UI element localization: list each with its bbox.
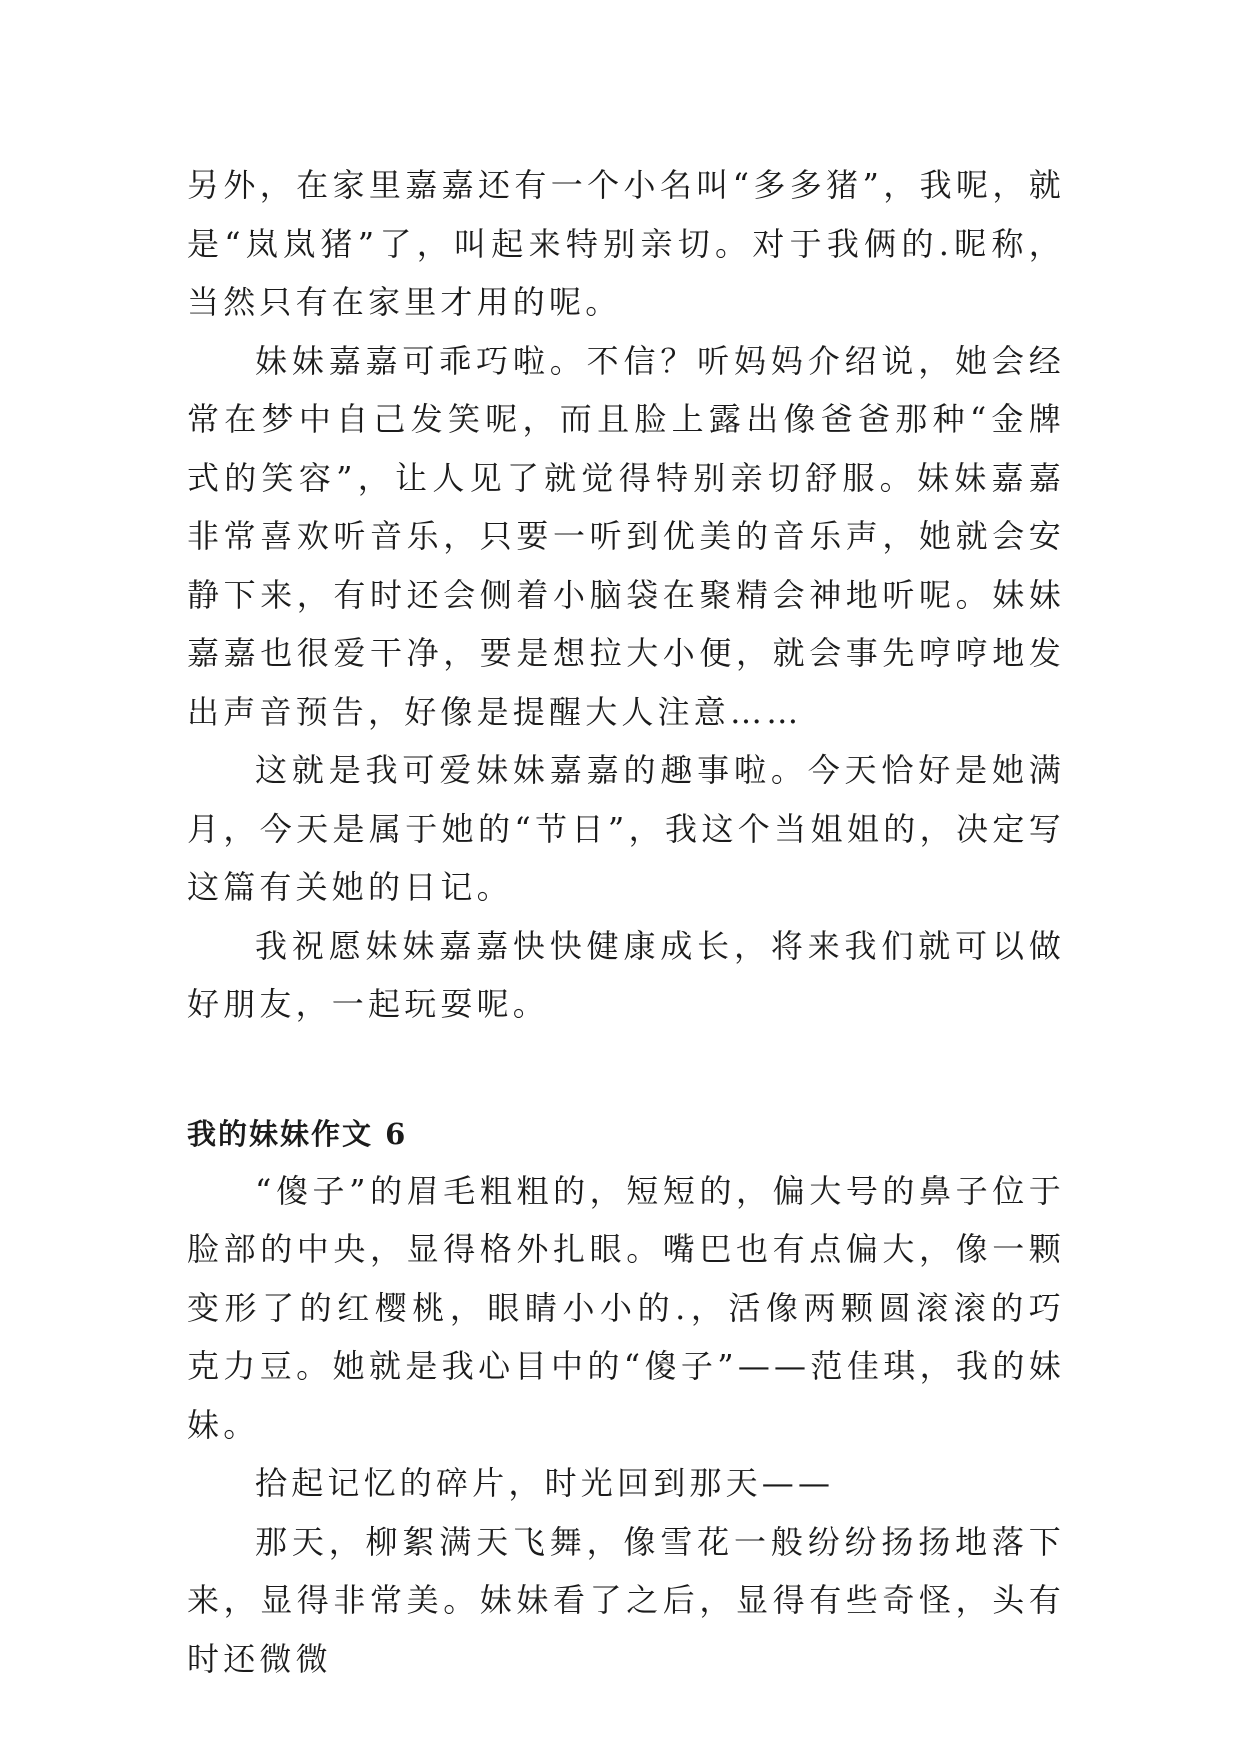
- paragraph: “傻子”的眉毛粗粗的，短短的，偏大号的鼻子位于脸部的中央，显得格外扎眼。嘴巴也有点偏大，像一颗变形了的红樱桃，眼睛小小的.，活像两颗圆滚滚的巧克力豆。她就是我心目中的“傻子”——范佳琪，我的妹妹。: [187, 1171, 1065, 1444]
- paragraph: 我祝愿妹妹嘉嘉快快健康成长，将来我们就可以做好朋友，一起玩耍呢。: [187, 926, 1065, 1023]
- paragraph: 妹妹嘉嘉可乖巧啦。不信？听妈妈介绍说，她会经常在梦中自己发笑呢，而且脸上露出像爸爸那种“金牌式的笑容”，让人见了就觉得特别亲切舒服。妹妹嘉嘉非常喜欢听音乐，只要一听到优美的音乐声，她就会安静下来，有时还会侧着小脑袋在聚精会神地听呢。妹妹嘉嘉也很爱干净，要是想拉大小便，就会事先哼哼地发出声音预告，好像是提醒大人注意……: [187, 341, 1065, 731]
- paragraph: 这就是我可爱妹妹嘉嘉的趣事啦。今天恰好是她满月，今天是属于她的“节日”，我这个当姐姐的，决定写这篇有关她的日记。: [187, 751, 1065, 906]
- section-heading: 我的妹妹作文 6: [187, 1116, 408, 1151]
- document-body: [187, 156, 1065, 1688]
- paragraph: 拾起记忆的碎片，时光回到那天——: [255, 1464, 835, 1502]
- paragraph-truncated: 那天，柳絮满天飞舞，像雪花一般纷纷扬扬地落下来，显得非常美。妹妹看了之后，显得有些奇怪，头有时还微微: [187, 1522, 1065, 1678]
- paragraph-continued: 另外，在家里嘉嘉还有一个小名叫“多多猪”，我呢，就是“岚岚猪”了，叫起来特别亲切。对于我俩的.昵称，当然只有在家里才用的呢。: [187, 166, 1065, 321]
- section-spacer: [187, 1034, 1065, 1106]
